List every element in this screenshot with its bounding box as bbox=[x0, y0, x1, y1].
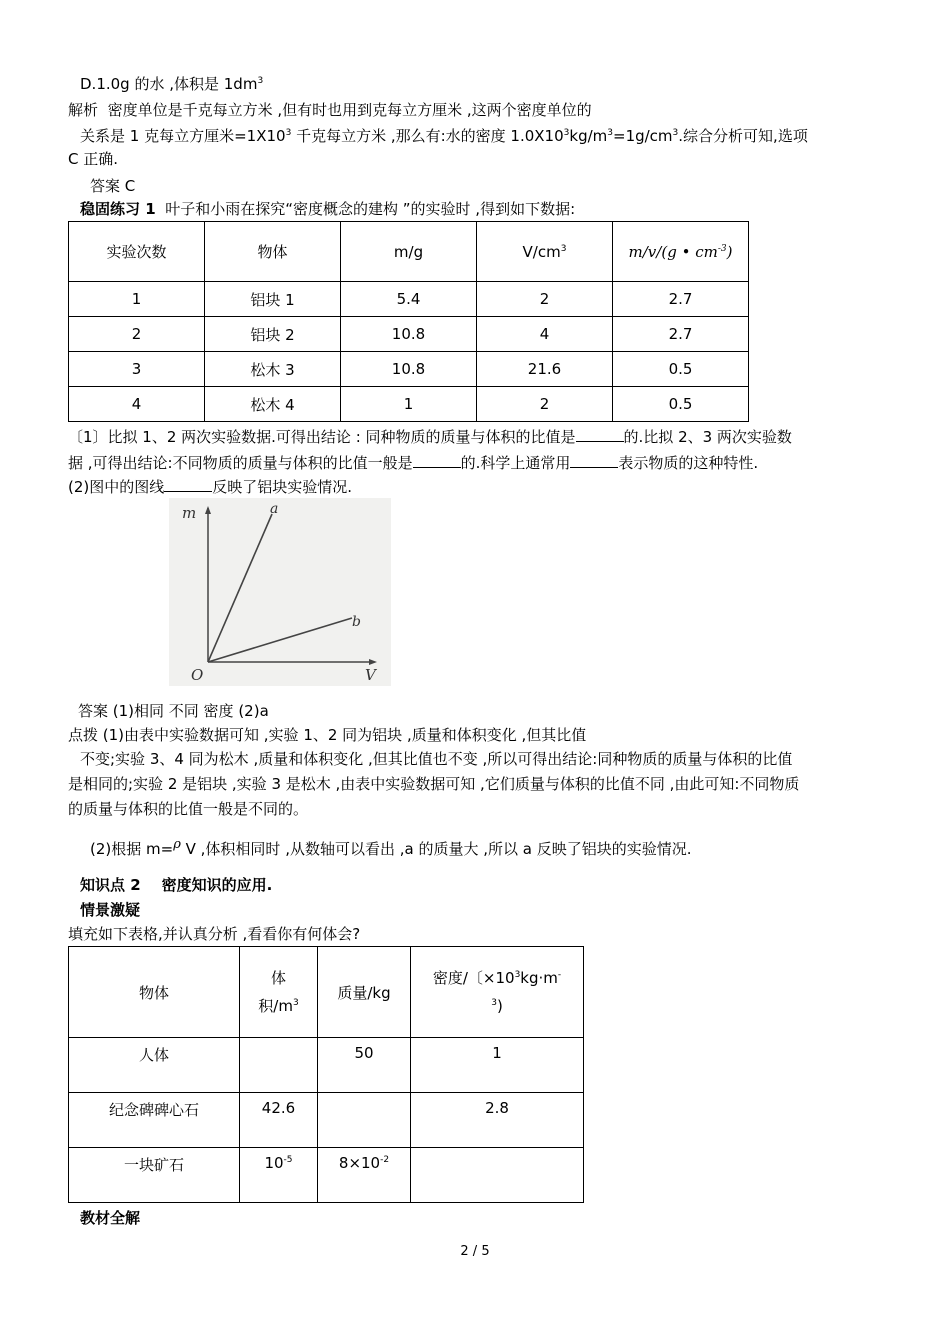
table1-header-ratio bbox=[613, 222, 749, 282]
hint-line-3: 是相同的;实验 2 是铝块 ,实验 3 是松木 ,由表中实验数据可知 ,它们质量与体积的比值不同 ,由此可知:不同物质 bbox=[68, 775, 800, 793]
table2-header-volume-2: 积/m bbox=[258, 997, 293, 1015]
table1-cell: 10.8 bbox=[341, 317, 477, 352]
table1-header-ratio-frac: m/v bbox=[628, 242, 657, 261]
table2-header-volume-sup: 3 bbox=[292, 998, 299, 1008]
table1-cell: 2 bbox=[69, 317, 205, 352]
table2-header-row bbox=[69, 947, 584, 1038]
table2-cell: 一块矿石 bbox=[69, 1148, 240, 1203]
table2-header-density-3: ) bbox=[496, 997, 503, 1015]
table2-cell bbox=[318, 1148, 411, 1203]
table1-header-volume bbox=[477, 222, 613, 282]
table-row bbox=[69, 317, 749, 352]
table1-cell: 2 bbox=[477, 387, 613, 422]
table2-header-density bbox=[411, 947, 584, 1038]
table2-cell-value: 10 bbox=[264, 1154, 284, 1172]
question-1-text-2: 的.比拟 2、3 两次实验数 bbox=[623, 428, 792, 446]
practice-heading bbox=[80, 198, 575, 220]
table1-cell: 2.7 bbox=[613, 282, 749, 317]
table2-header-density-sup: 3 bbox=[514, 970, 521, 980]
table1-cell: 5.4 bbox=[341, 282, 477, 317]
option-d-text: D.1.0g 的水 ,体积是 1dm bbox=[80, 75, 258, 93]
analysis-text-2a: 关系是 1 克每立方厘米=1X10 bbox=[80, 127, 286, 145]
table2-cell bbox=[240, 1148, 318, 1203]
question-2 bbox=[68, 475, 352, 498]
analysis-text-2c: kg/m bbox=[569, 127, 608, 145]
textbook-heading: 教材全解 bbox=[80, 1209, 141, 1227]
table1-cell: 2.7 bbox=[613, 317, 749, 352]
practice-text: 叶子和小雨在探究“密度概念的建构 ”的实验时 ,得到如下数据: bbox=[165, 200, 576, 218]
table2-cell-sup: -2 bbox=[380, 1155, 390, 1165]
table1-header-volume-sup: 3 bbox=[560, 243, 567, 254]
question-1-text-3: 据 ,可得出结论:不同物质的质量与体积的比值一般是 bbox=[68, 454, 413, 472]
hint-line-2: 不变;实验 3、4 同为松木 ,质量和体积变化 ,但其比值也不变 ,所以可得出结论:同种物质的质量与体积的比值 bbox=[80, 750, 793, 768]
question-1-text-5: 表示物质的这种特性. bbox=[618, 454, 759, 472]
table-row bbox=[69, 387, 749, 422]
table-row bbox=[69, 282, 749, 317]
option-d-sup: 3 bbox=[257, 76, 264, 86]
table2-header-density-2: kg·m bbox=[520, 969, 558, 987]
table1-cell: 4 bbox=[69, 387, 205, 422]
table1-cell: 松木 4 bbox=[205, 387, 341, 422]
table1-cell: 铝块 1 bbox=[205, 282, 341, 317]
mass-volume-graph bbox=[169, 498, 391, 686]
table1-cell: 0.5 bbox=[613, 387, 749, 422]
table2-cell: 人体 bbox=[69, 1038, 240, 1093]
rho-symbol: ρ bbox=[173, 837, 181, 852]
analysis-text-2d: =1g/cm bbox=[613, 127, 673, 145]
question-1-text-1: 〔1〕比拟 1、2 两次实验数据.可得出结论 : 同种物质的质量与体积的比值是 bbox=[68, 428, 576, 446]
kp2-title: 知识点 2 bbox=[80, 876, 141, 894]
table2-cell-value: 8×10 bbox=[338, 1154, 381, 1172]
analysis-label: 解析 bbox=[68, 101, 99, 119]
table2-header-volume bbox=[240, 947, 318, 1038]
analysis-line-1 bbox=[68, 99, 592, 121]
line-b bbox=[208, 618, 352, 662]
table1-cell: 21.6 bbox=[477, 352, 613, 387]
table-row bbox=[69, 1093, 584, 1148]
table1-cell: 铝块 2 bbox=[205, 317, 341, 352]
table1-cell: 2 bbox=[477, 282, 613, 317]
table2-header-density-sup3: 3 bbox=[491, 998, 497, 1008]
graph-x-label: V bbox=[365, 666, 376, 684]
table2-cell-sup: -5 bbox=[283, 1155, 293, 1165]
analysis-text-2e: .综合分析可知,选项 bbox=[678, 127, 808, 145]
table2-cell bbox=[318, 1038, 411, 1093]
analysis-line-2 bbox=[80, 125, 808, 147]
table1-cell: 松木 3 bbox=[205, 352, 341, 387]
line-a bbox=[208, 514, 272, 662]
hint-line-4: 的质量与体积的比值一般是不同的。 bbox=[68, 800, 309, 818]
table1-header-ratio-sup: -3 bbox=[717, 243, 727, 254]
experiment-table bbox=[68, 221, 749, 422]
table1-cell: 1 bbox=[341, 387, 477, 422]
analysis-text-2b: 千克每立方米 ,那么有:水的密度 1.0X10 bbox=[291, 127, 564, 145]
table-row bbox=[69, 1038, 584, 1093]
analysis-sup-1: 3 bbox=[285, 128, 292, 138]
answer-2: 答案 (1)相同 不同 密度 (2)a bbox=[78, 702, 269, 720]
graph-line-a-label: a bbox=[270, 501, 279, 517]
question-2-text-1: (2)图中的图线 bbox=[68, 478, 165, 496]
option-d bbox=[80, 73, 263, 95]
table2-header-density-sup2: - bbox=[557, 970, 562, 980]
x-axis-arrow bbox=[369, 659, 377, 665]
table2-cell: 1 bbox=[411, 1038, 584, 1093]
table1-header-ratio-close: ) bbox=[726, 242, 733, 261]
table1-header-ratio-unit: /(g • cm bbox=[656, 242, 718, 261]
table-row bbox=[69, 1148, 584, 1203]
answer-1: 答案 C bbox=[90, 177, 136, 195]
table2-header-object: 物体 bbox=[69, 947, 240, 1038]
table1-header-object: 物体 bbox=[205, 222, 341, 282]
table2-cell bbox=[411, 1148, 584, 1203]
graph-y-label: m bbox=[182, 504, 197, 522]
table-row bbox=[69, 352, 749, 387]
analysis-sup-2: 3 bbox=[563, 128, 570, 138]
answer-blank bbox=[576, 425, 624, 442]
table1-cell: 1 bbox=[69, 282, 205, 317]
page-number: 2 / 5 bbox=[460, 1244, 490, 1259]
table2-cell: 2.8 bbox=[411, 1093, 584, 1148]
table2-cell-value: 50 bbox=[354, 1044, 374, 1062]
table1-cell: 10.8 bbox=[341, 352, 477, 387]
table1-header-row bbox=[69, 222, 749, 282]
table2-header-volume-1: 体 bbox=[270, 969, 286, 987]
graph-line-b-label: b bbox=[352, 614, 361, 630]
question-1-text-4: 的.科学上通常用 bbox=[460, 454, 571, 472]
hint-line-5 bbox=[90, 838, 692, 862]
analysis-sup-4: 3 bbox=[672, 128, 679, 138]
y-axis-arrow bbox=[205, 506, 211, 514]
knowledge-point-2 bbox=[80, 874, 272, 896]
answer-blank bbox=[570, 451, 618, 468]
table1-cell: 0.5 bbox=[613, 352, 749, 387]
answer-blank bbox=[413, 451, 461, 468]
table2-cell bbox=[240, 1038, 318, 1093]
table1-cell: 3 bbox=[69, 352, 205, 387]
table2-cell bbox=[240, 1093, 318, 1148]
graph-svg bbox=[169, 498, 391, 686]
table2-cell-value: 42.6 bbox=[261, 1099, 296, 1117]
hint-line-1: 点拨 (1)由表中实验数据可知 ,实验 1、2 同为铝块 ,质量和体积变化 ,但其比值 bbox=[68, 726, 587, 744]
fill-instruction: 填充如下表格,并认真分析 ,看看你有何体会? bbox=[68, 925, 361, 943]
table2-header-density-1: 密度/〔×10 bbox=[432, 969, 515, 987]
graph-origin-label: O bbox=[191, 666, 204, 684]
practice-title: 稳固练习 1 bbox=[80, 200, 156, 218]
question-1-line-1 bbox=[68, 425, 792, 448]
table2-cell: 纪念碑碑心石 bbox=[69, 1093, 240, 1148]
kp2-text: 密度知识的应用. bbox=[161, 876, 273, 894]
answer-blank bbox=[164, 475, 212, 492]
hint-line-5-pre: (2)根据 m= bbox=[90, 840, 174, 858]
question-1-line-2 bbox=[68, 451, 758, 474]
table1-header-count: 实验次数 bbox=[69, 222, 205, 282]
table1-header-mass: m/g bbox=[341, 222, 477, 282]
analysis-text-1: 密度单位是千克每立方米 ,但有时也用到克每立方厘米 ,这两个密度单位的 bbox=[107, 101, 592, 119]
question-2-text-2: 反映了铝块实验情况. bbox=[212, 478, 353, 496]
analysis-sup-3: 3 bbox=[607, 128, 613, 138]
analysis-line-3: C 正确. bbox=[68, 150, 119, 168]
table2-cell bbox=[318, 1093, 411, 1148]
table1-header-volume-text: V/cm bbox=[522, 242, 561, 261]
density-table bbox=[68, 946, 584, 1203]
table2-header-mass: 质量/kg bbox=[318, 947, 411, 1038]
hint-line-5-post: V ,体积相同时 ,从数轴可以看出 ,a 的质量大 ,所以 a 反映了铝块的实验情况. bbox=[180, 840, 692, 858]
table1-cell: 4 bbox=[477, 317, 613, 352]
scene-heading: 情景激疑 bbox=[80, 901, 141, 919]
